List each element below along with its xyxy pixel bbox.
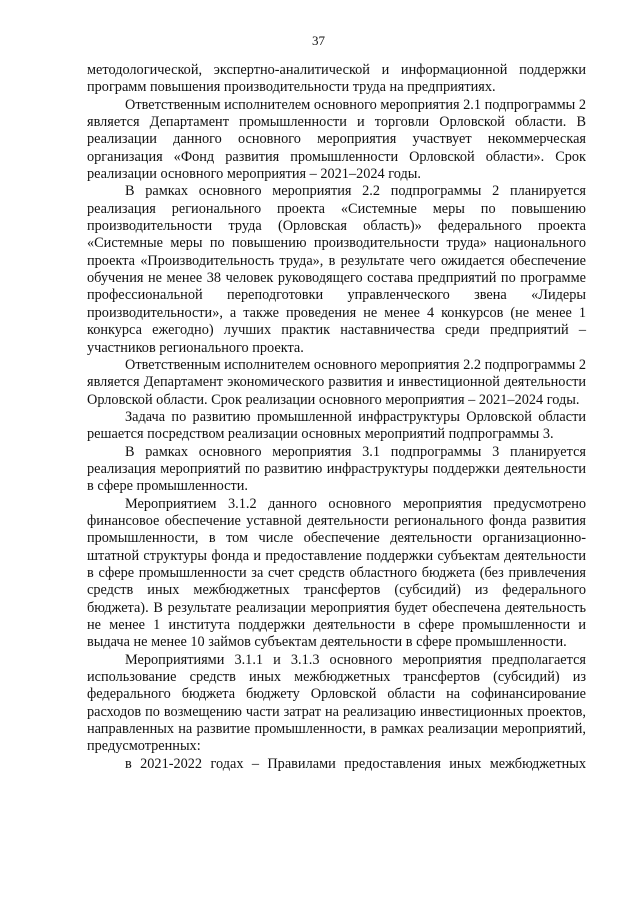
paragraph-8: Мероприятиями 3.1.1 и 3.1.3 основного мероприятия предполагается использование средств иных межбюджетных трансфертов (субсидий) из федерального бюджета бюджету Орловской области на софинансирование расходов по возмещению части затрат на реализацию инвестиционных проектов, направленных на развитие промышленности, в рамках реализации мероприятий, предусмотренных: <box>87 651 586 755</box>
paragraph-4: Ответственным исполнителем основного мероприятия 2.2 подпрограммы 2 является Департамент экономического развития и инвестиционной деятельности Орловской области. Срок реализации основного мероприятия – 2021–2024 годы. <box>87 356 586 408</box>
paragraph-9: в 2021-2022 годах – Правилами предоставления иных межбюджетных <box>125 755 586 772</box>
page-number: 37 <box>312 33 325 48</box>
paragraph-2: Ответственным исполнителем основного мероприятия 2.1 подпрограммы 2 является Департамент промышленности и торговли Орловской области. В реализации данного основного мероприятия участвует некоммерческая организация «Фонд развития промышленности Орловской области». Срок реализации основного мероприятия – 2021–2024 годы. <box>87 96 586 183</box>
paragraph-3: В рамках основного мероприятия 2.2 подпрограммы 2 планируется реализация регионального проекта «Системные меры по повышению производительности труда (Орловская область)» федерального проекта «Системные меры по повышению производительности труда» национального проекта «Производительность труда», в результате чего ожидается обеспечение обучения не менее 38 человек руководящего состава предприятий по программе профессиональной переподготовки управленческого звена «Лидеры производительности», а также проведения не менее 4 конкурсов (не менее 1 конкурса ежегодно) лучших практик наставничества среди предприятий – участников регионального проекта. <box>87 183 586 356</box>
paragraph-1: методологической, экспертно-аналитической и информационной поддержки программ повышения производительности труда на предприятиях. <box>87 62 586 96</box>
paragraph-6: В рамках основного мероприятия 3.1 подпрограммы 3 планируется реализация мероприятий по развитию инфраструктуры поддержки деятельности в сфере промышленности. <box>87 443 586 495</box>
paragraph-7: Мероприятием 3.1.2 данного основного мероприятия предусмотрено финансовое обеспечение уставной деятельности регионального фонда развития промышленности, в том числе обеспечение деятельности организационно-штатной структуры фонда и предоставление поддержки субъектам деятельности в сфере промышленности за счет средств областного бюджета (без привлечения средств иных межбюджетных трансфертов (субсидий) из федерального бюджета). В результате реализации мероприятия будет обеспечена деятельность не менее 1 института поддержки деятельности в сфере промышленности и выдача не менее 10 займов субъектам деятельности в сфере промышленности. <box>87 495 586 651</box>
paragraph-5: Задача по развитию промышленной инфраструктуры Орловской области решается посредством реализации основных мероприятий подпрограммы 3. <box>87 408 586 443</box>
document-body <box>87 62 586 773</box>
